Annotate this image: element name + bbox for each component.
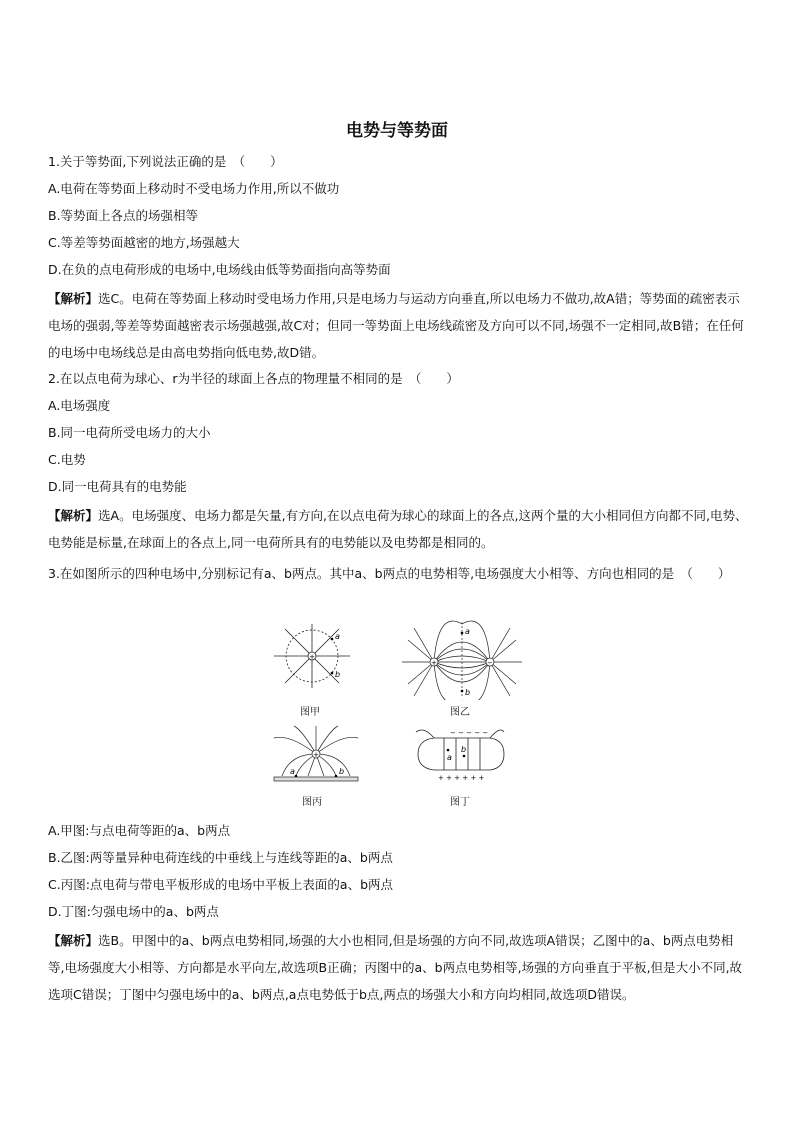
- q2-option-a: A.电场强度: [48, 398, 111, 413]
- figure-ding: [414, 726, 506, 784]
- q2-analysis-tag: 【解析】: [48, 508, 99, 523]
- svg-text:+ + + + + +: + + + + + +: [438, 774, 485, 782]
- figure-bing-caption: 图丙: [302, 797, 322, 808]
- q3-stem: 3.在如图所示的四种电场中,分别标记有a、b两点。其中a、b两点的电势相等,电场强度大小相等、方向也相同的是 （ ）: [48, 566, 731, 581]
- page-title: 电势与等势面: [346, 121, 448, 141]
- q3-option-a: A.甲图:与点电荷等距的a、b两点: [48, 823, 231, 838]
- q1-analysis: [48, 285, 748, 366]
- svg-text:+: +: [309, 653, 315, 661]
- figure-jia-label-b: b: [335, 670, 341, 679]
- figure-ding-label-b: b: [461, 745, 467, 754]
- figure-ding-caption: 图丁: [450, 797, 470, 808]
- figure-bing-label-b: b: [339, 767, 345, 776]
- figure-yi-label-a: a: [465, 627, 470, 636]
- q1-option-b: B.等势面上各点的场强相等: [48, 208, 199, 223]
- q3-analysis: [48, 927, 748, 1008]
- q1-stem: 1.关于等势面,下列说法正确的是 （ ）: [48, 154, 283, 169]
- q1-option-a: A.电荷在等势面上移动时不受电场力作用,所以不做功: [48, 181, 340, 196]
- figure-jia: [268, 622, 356, 698]
- q3-analysis-tag: 【解析】: [48, 933, 99, 948]
- svg-text:−: −: [487, 659, 493, 667]
- figure-yi-label-b: b: [465, 688, 471, 697]
- figure-jia-caption: 图甲: [300, 707, 320, 718]
- svg-text:+: +: [313, 751, 319, 759]
- q2-analysis: [48, 502, 748, 556]
- figure-jia-label-a: a: [335, 632, 340, 641]
- q3-analysis-text: 选B。甲图中的a、b两点电势相同,场强的大小也相同,但是场强的方向不同,故选项A错误；乙图中的a、b两点电势相等,电场强度大小相等、方向都是水平向左,故选项B正确；丙图中的a、b两点电势相等,场强的方向垂直于平板,但是大小不同,故选项C错误；丁图中匀强电场中的a、b两点,a点电势低于b点,两点的场强大小和方向均相同,故选项D错误。: [48, 933, 743, 1002]
- q2-option-c: C.电势: [48, 452, 86, 467]
- q2-option-b: B.同一电荷所受电场力的大小: [48, 425, 211, 440]
- figure-yi-caption: 图乙: [450, 707, 470, 718]
- q3-option-b: B.乙图:两等量异种电荷连线的中垂线上与连线等距的a、b两点: [48, 850, 393, 865]
- q2-analysis-text: 选A。电场强度、电场力都是矢量,有方向,在以点电荷为球心的球面上的各点,这两个量的大小相同但方向都不同,电势、电势能是标量,在球面上的各点上,同一电荷所具有的电势能以及电势都是相同的。: [48, 508, 748, 550]
- q1-option-d: D.在负的点电荷形成的电场中,电场线由低等势面指向高等势面: [48, 262, 391, 277]
- q1-analysis-text: 选C。电荷在等势面上移动时受电场力作用,只是电场力与运动方向垂直,所以电场力不做功,故A错；等势面的疏密表示电场的强弱,等差等势面越密表示场强越强,故C对；但同一等势面上电场线疏密及方向可以不同,场强不一定相同,故B错；在任何的电场中电场线总是由高电势指向低电势,故D错。: [48, 291, 744, 360]
- figure-yi: [398, 620, 526, 700]
- figure-bing-label-a: a: [290, 767, 295, 776]
- svg-text:+: +: [431, 659, 437, 667]
- q3-option-d: D.丁图:匀强电场中的a、b两点: [48, 904, 219, 919]
- figure-ding-label-a: a: [447, 753, 452, 762]
- svg-text:− − − − −: − − − − −: [450, 729, 489, 737]
- q3-option-c: C.丙图:点电荷与带电平板形成的电场中平板上表面的a、b两点: [48, 877, 394, 892]
- q2-option-d: D.同一电荷具有的电势能: [48, 479, 187, 494]
- q1-analysis-tag: 【解析】: [48, 291, 99, 306]
- q2-stem: 2.在以点电荷为球心、r为半径的球面上各点的物理量不相同的是 （ ）: [48, 371, 459, 386]
- q1-option-c: C.等差等势面越密的地方,场强越大: [48, 235, 240, 250]
- figure-bing: [270, 724, 362, 792]
